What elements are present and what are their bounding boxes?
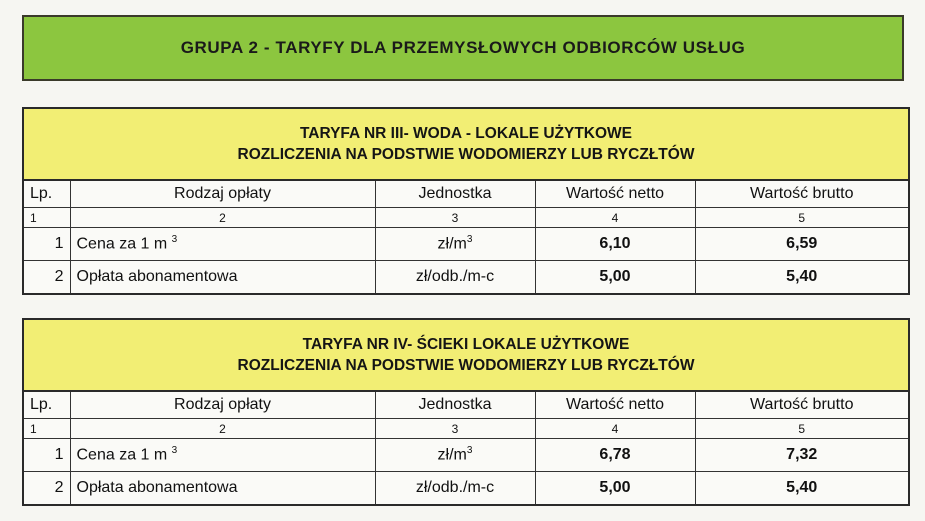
table-row xyxy=(24,228,908,261)
row-unit: zł/odb./m-c xyxy=(375,472,535,505)
row-gross: 7,32 xyxy=(695,439,908,472)
column-number: 4 xyxy=(535,208,695,228)
row-gross: 6,59 xyxy=(695,228,908,261)
header-lp: Lp. xyxy=(24,181,70,208)
row-lp: 2 xyxy=(24,472,70,505)
header-gross: Wartość brutto xyxy=(695,392,908,419)
row-type-text: Cena za 1 m xyxy=(76,446,168,464)
tariff-title xyxy=(24,109,908,181)
row-unit: zł/odb./m-c xyxy=(375,261,535,294)
row-lp: 1 xyxy=(24,228,70,261)
row-net: 5,00 xyxy=(535,472,695,505)
row-net: 6,78 xyxy=(535,439,695,472)
row-unit-text: zł/m xyxy=(437,446,467,464)
row-net: 6,10 xyxy=(535,228,695,261)
row-unit-text: zł/m xyxy=(437,235,467,253)
superscript: 3 xyxy=(466,234,473,246)
tariff-table-iv xyxy=(22,318,910,506)
column-number: 1 xyxy=(24,419,70,439)
tariff-title-line2: ROZLICZENIA NA PODSTWIE WODOMIERZY LUB RYCZŁTÓW xyxy=(237,146,695,163)
column-number: 5 xyxy=(695,419,908,439)
row-type: Opłata abonamentowa xyxy=(70,472,375,505)
row-type-text: Cena za 1 m xyxy=(76,235,168,253)
row-gross: 5,40 xyxy=(786,479,818,496)
column-number: 2 xyxy=(70,419,375,439)
header-gross: Wartość brutto xyxy=(695,181,908,208)
header-unit: Jednostka xyxy=(375,392,535,419)
tariff-title xyxy=(24,320,908,392)
column-number: 3 xyxy=(375,419,535,439)
column-number: 1 xyxy=(24,208,70,228)
row-lp: 1 xyxy=(24,439,70,472)
row-type xyxy=(70,228,375,261)
column-number: 2 xyxy=(70,208,375,228)
header-unit: Jednostka xyxy=(375,181,535,208)
superscript: 3 xyxy=(171,445,178,457)
row-unit xyxy=(375,228,535,261)
group-title: GRUPA 2 - TARYFY DLA PRZEMYSŁOWYCH ODBIORCÓW USŁUG xyxy=(22,15,904,81)
tariff-title-line1: TARYFA NR IV- ŚCIEKI LOKALE UŻYTKOWE xyxy=(302,336,630,353)
column-number-row xyxy=(24,208,908,228)
column-number: 4 xyxy=(535,419,695,439)
superscript: 3 xyxy=(466,445,473,457)
header-type: Rodzaj opłaty xyxy=(70,392,375,419)
tariff-grid xyxy=(24,181,908,293)
header-row xyxy=(24,181,908,208)
tariff-grid xyxy=(24,392,908,504)
header-net: Wartość netto xyxy=(535,181,695,208)
row-gross: 5,40 xyxy=(786,268,818,285)
header-row xyxy=(24,392,908,419)
header-type: Rodzaj opłaty xyxy=(70,181,375,208)
row-type: Opłata abonamentowa xyxy=(70,261,375,294)
row-lp: 2 xyxy=(24,261,70,294)
superscript: 3 xyxy=(171,234,178,246)
tariff-table-iii xyxy=(22,107,910,295)
table-row xyxy=(24,261,908,294)
row-unit xyxy=(375,439,535,472)
header-lp: Lp. xyxy=(24,392,70,419)
table-row xyxy=(24,439,908,472)
tariff-title-line1: TARYFA NR III- WODA - LOKALE UŻYTKOWE xyxy=(299,125,633,142)
header-net: Wartość netto xyxy=(535,392,695,419)
tariff-title-line2: ROZLICZENIA NA PODSTWIE WODOMIERZY LUB RYCZŁTÓW xyxy=(237,357,695,374)
column-number: 5 xyxy=(695,208,908,228)
column-number: 3 xyxy=(375,208,535,228)
table-row xyxy=(24,472,908,505)
row-net: 5,00 xyxy=(535,261,695,294)
column-number-row xyxy=(24,419,908,439)
row-type xyxy=(70,439,375,472)
